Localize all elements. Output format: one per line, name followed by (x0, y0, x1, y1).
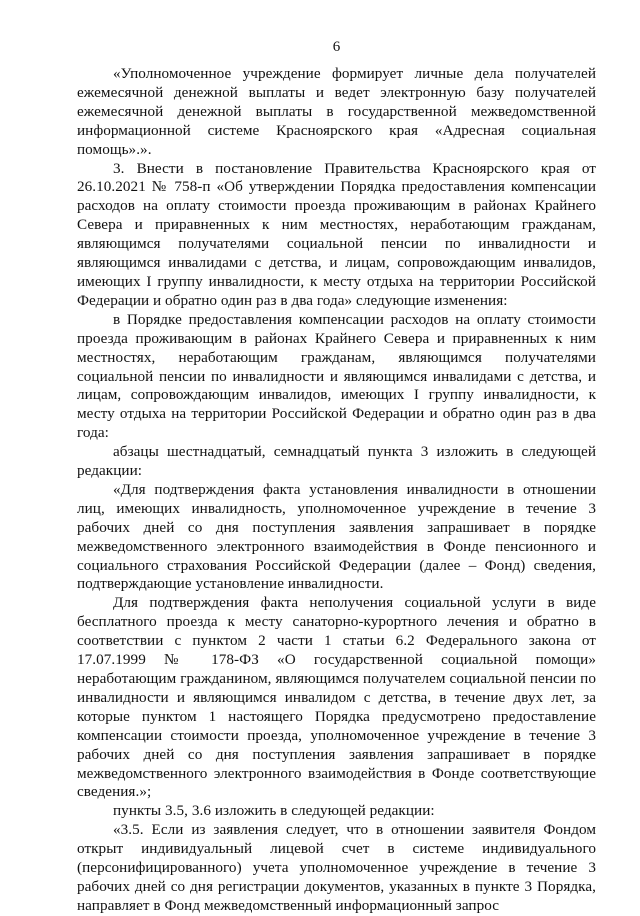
paragraph-3: в Порядке предоставления компенсации расходов на оплату стоимости проезда проживающим в районах Крайнего Севера и приравненных к ним местностях, неработающим гражданам, являющимся получателями социальной пенсии по инвалидности и являющимся инвалидами с детства, и лицам, сопровождающим инвалидов, имеющих I группу инвалидности, к месту отдыха на территории Российской Федерации и обратно один раз в два года: (77, 310, 596, 442)
paragraph-8: «3.5. Если из заявления следует, что в отношении заявителя Фондом открыт индивидуальный лицевой счет в системе индивидуального (персонифицированного) учета уполномоченное учреждение в течение 3 рабочих дней со дня регистрации документов, указанных в пункте 3 Порядка, направляет в Фонд межведомственный информационный запрос (77, 821, 596, 914)
paragraph-2: 3. Внести в постановление Правительства Красноярского края от 26.10.2021 № 758-п «Об утверждении Порядка предоставления компенсации расходов на оплату стоимости проезда проживающим в районах Крайнего Севера и приравненных к ним местностях, неработающим гражданам, являющимся получателями социальной пенсии по инвалидности и являющимся инвалидами с детства, и лицам, сопровождающим инвалидов, имеющих I группу инвалидности, к месту отдыха на территории Российской Федерации и обратно один раз в два года» следующие изменения: (77, 159, 596, 309)
paragraph-7: пункты 3.5, 3.6 изложить в следующей редакции: (113, 802, 435, 820)
paragraph-6: Для подтверждения факта неполучения социальной услуги в виде бесплатного проезда к месту санаторно-курортного лечения и обратно в соответствии с пунктом 2 части 1 статьи 6.2 Федерального закона от 17.07.1999 № 178-ФЗ «О государственной социальной помощи» неработающим гражданином, являющимся получателем социальной пенсии по инвалидности и являющимся инвалидом с детства, в течение двух лет, за которые пунктом 1 настоящего Порядка предусмотрено предоставление компенсации стоимости проезда, уполномоченное учреждение в течение 3 рабочих дней со дня поступления заявления запрашивает в порядке межведомственного электронного взаимодействия в Фонде соответствующие сведения.»; (77, 594, 596, 801)
paragraph-1: «Уполномоченное учреждение формирует личные дела получателей ежемесячной денежной выплаты и ведет электронную базу получателей ежемесячной денежной выплаты в государственной межведомственной информационной системе Красноярского края «Адресная социальная помощь».». (77, 65, 596, 158)
paragraph-5: «Для подтверждения факта установления инвалидности в отношении лиц, имеющих инвалидность, уполномоченное учреждение в течение 3 рабочих дней со дня поступления заявления запрашивает в порядке межведомственного электронного взаимодействия в Фонде пенсионного и социального страхования Российской Федерации (далее – Фонд) сведения, подтверждающие установление инвалидности. (77, 480, 596, 593)
page-number: 6 (332, 39, 341, 55)
paragraph-4: абзацы шестнадцатый, семнадцатый пункта 3 изложить в следующей редакции: (77, 443, 596, 480)
